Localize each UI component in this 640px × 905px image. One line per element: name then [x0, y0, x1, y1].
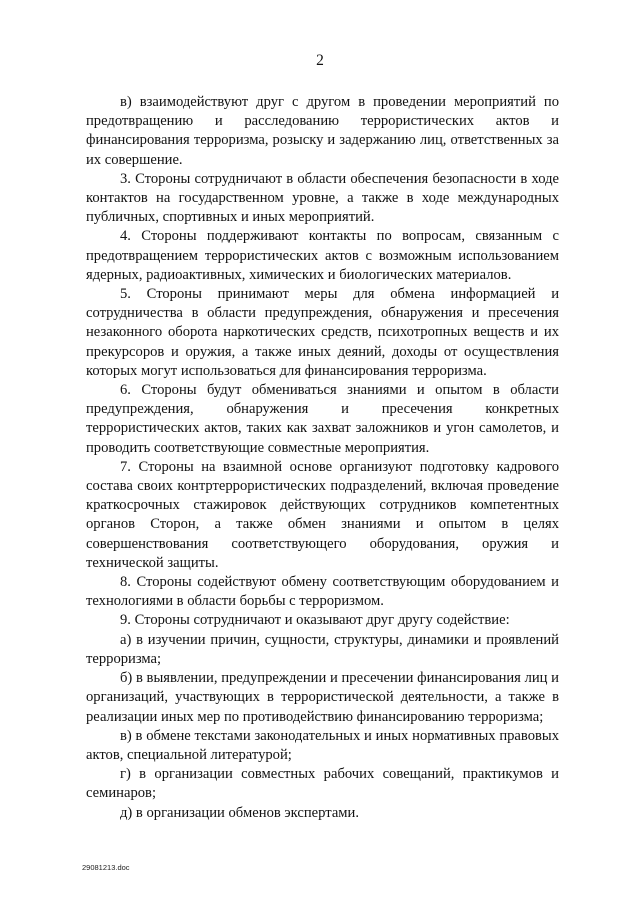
- paragraph-6-experience: 6. Стороны будут обмениваться знаниями и опытом в области предупреждения, обнаружения и пресечения конкретных террористических актов, таких как захват заложников и угон самолетов, и проводить соответствующие совместные мероприятия.: [86, 382, 559, 456]
- document-id-footer: 29081213.doc: [82, 863, 130, 872]
- paragraph-8-equipment: 8. Стороны содействуют обмену соответствующим оборудованием и технологиями в области борьбы с терроризмом.: [86, 574, 559, 610]
- paragraph-4-contacts: 4. Стороны поддерживают контакты по вопросам, связанным с предотвращением террористических актов с возможным использованием ядерных, радиоактивных, химических и биологических материалов.: [86, 228, 559, 283]
- paragraph-9a: а) в изучении причин, сущности, структуры, динамики и проявлений терроризма;: [86, 631, 559, 667]
- paragraph-9g: г) в организации совместных рабочих совещаний, практикумов и семинаров;: [86, 766, 559, 802]
- paragraph-9v: в) в обмене текстами законодательных и иных нормативных правовых актов, специальной литературой;: [86, 727, 559, 763]
- document-body: [86, 93, 559, 823]
- paragraph-3-security: 3. Стороны сотрудничают в области обеспечения безопасности в ходе контактов на государственном уровне, а также в ходе международных публичных, спортивных и иных мероприятий.: [86, 170, 559, 226]
- paragraph-9d: д) в организации обменов экспертами.: [120, 804, 359, 821]
- paragraph-v-interaction: в) взаимодействуют друг с другом в проведении мероприятий по предотвращению и расследованию террористических актов и финансирования терроризма, розыску и задержанию лиц, ответственных за их совершение.: [86, 94, 559, 168]
- paragraph-9-cooperation: 9. Стороны сотрудничают и оказывают друг другу содействие:: [120, 612, 510, 629]
- paragraph-5-measures: 5. Стороны принимают меры для обмена информацией и сотрудничества в области предупреждения, обнаружения и пресечения незаконного оборота наркотических средств, психотропных веществ и их прекурсоров и оружия, а также иных деяний, доходы от осуществления которых могут использоваться для финансирования терроризма.: [86, 286, 559, 379]
- paragraph-9b: б) в выявлении, предупреждении и пресечении финансирования лиц и организаций, участвующих в террористической деятельности, а также в реализации иных мер по противодействию финансированию терроризма;: [86, 670, 559, 725]
- page-number: 2: [316, 52, 324, 69]
- paragraph-7-training: 7. Стороны на взаимной основе организуют подготовку кадрового состава своих контртеррористических подразделений, включая проведение краткосрочных стажировок действующих сотрудников компетентных органов Сторон, а также обмен знаниями и опытом в целях совершенствования соответствующего оборудования, оружия и технической защиты.: [86, 458, 559, 571]
